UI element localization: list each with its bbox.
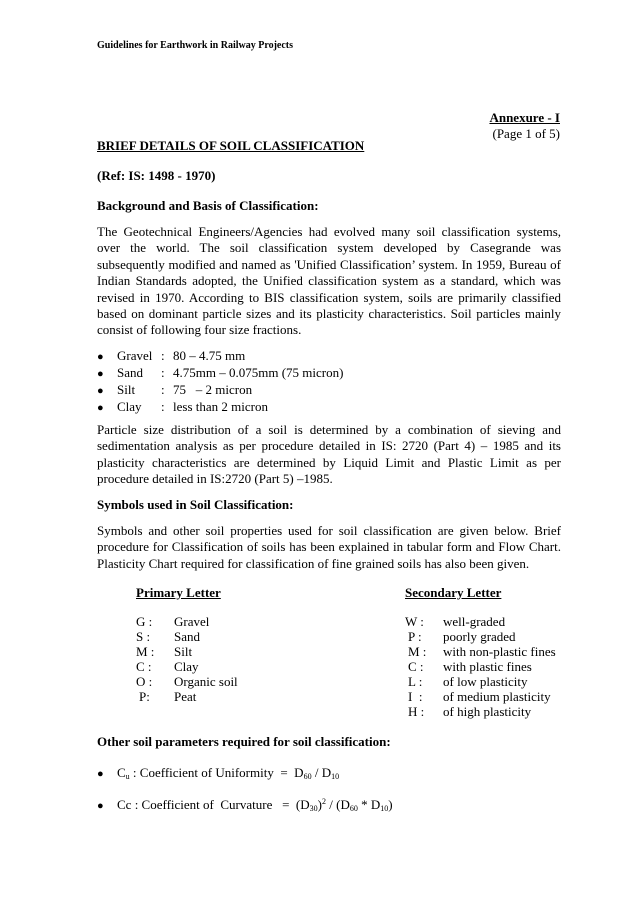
bullet-icon: ● [97,800,104,812]
reference: (Ref: IS: 1498 - 1970) [97,168,216,183]
primary-symbol: S : [136,629,151,644]
primary-desc: Silt [174,644,193,659]
annexure-page: (Page 1 of 5) [492,126,560,141]
secondary-letter-row [408,629,516,644]
secondary-desc: with plastic fines [443,659,532,674]
annexure-block [489,110,560,142]
d10-sub: 10 [380,804,389,813]
background-heading: Background and Basis of Classification: [97,198,319,213]
fraction-range: 4.75mm – 0.075mm (75 micron) [173,365,344,380]
secondary-letter-row [408,704,531,719]
bullet-icon: ● [97,402,104,414]
annexure-title: Annexure - I [489,110,560,125]
primary-letter-row [136,659,199,674]
primary-desc: Sand [174,629,200,644]
primary-symbol: C : [136,659,152,674]
page-header: Guidelines for Earthwork in Railway Projects [97,40,294,51]
primary-desc: Clay [174,659,199,674]
cc-end: ) [388,797,393,812]
secondary-letter-row [405,614,505,629]
primary-desc: Organic soil [174,674,238,689]
primary-letter-row [139,689,196,704]
size-fractions-list [97,348,343,416]
primary-symbol: M : [136,644,155,659]
background-paragraph: The Geotechnical Engineers/Agencies had evolved many soil classification systems, over the world. The soil classification system developed by Casegrande was subsequently modified and named as 'Unified Classification’ system. In 1959, Bureau of Indian Standards adopted, the Unified classification system as a standard, which was revised in 1970. According to BIS classification system, soils are primarily classified based on dominant particle sizes and its plasticity characteristics. Soil particles mainly consist of following four size fractions. [97,224,561,338]
secondary-symbol: M : [408,644,427,659]
list-item [97,399,343,416]
list-item [97,382,343,399]
secondary-letter-row [408,659,532,674]
cu-label: : Coefficient of Uniformity = D [129,765,304,780]
cc-formula [97,797,393,814]
primary-letter-row [136,614,209,629]
fraction-sep: : [161,365,165,380]
secondary-symbol: P : [408,629,422,644]
cu-formula [97,765,339,782]
fraction-range: less than 2 micron [173,399,268,414]
secondary-desc: of high plasticity [443,704,532,719]
other-params-heading: Other soil parameters required for soil classification: [97,734,391,749]
secondary-symbol: L : [408,674,423,689]
cc-star: * D [357,797,381,812]
fraction-sep: : [161,348,165,363]
d30-sub: 30 [309,804,318,813]
secondary-symbol: C : [408,659,424,674]
secondary-letter-row [408,689,551,704]
primary-desc: Peat [174,689,197,704]
secondary-desc: of medium plasticity [443,689,551,704]
cc-label: Cc : Coefficient of Curvature = (D [117,797,310,812]
cu-slash: / D [311,765,332,780]
bullet-icon: ● [97,351,104,363]
symbols-heading: Symbols used in Soil Classification: [97,497,294,512]
symbols-paragraph: Symbols and other soil properties used for soil classification are given below. Brief procedure for Classification of soils has been explained in tabular form and Flow Chart. Plasticity Chart required for classification of fine grained soils has also been given. [97,523,561,571]
cu-sub: u [125,772,130,781]
secondary-desc: with non-plastic fines [443,644,556,659]
secondary-letter-row [408,674,528,689]
fraction-range: 80 – 4.75 mm [173,348,246,363]
bullet-icon: ● [97,368,104,380]
squared-sup: 2 [322,797,326,806]
fraction-name: Clay [117,399,142,414]
secondary-desc: poorly graded [443,629,516,644]
secondary-desc: of low plasticity [443,674,528,689]
fraction-sep: : [161,382,165,397]
list-item [97,365,343,382]
d60-sub: 60 [303,772,312,781]
bullet-icon: ● [97,385,104,397]
cu-symbol: C [117,765,126,780]
d60-sub: 60 [349,804,358,813]
fraction-name: Silt [117,382,136,397]
secondary-letter-row [408,644,556,659]
fraction-range: 75 – 2 micron [173,382,253,397]
primary-letter-row [136,674,238,689]
fraction-sep: : [161,399,165,414]
fraction-name: Sand [117,365,143,380]
primary-desc: Gravel [174,614,210,629]
cc-close: ) [317,797,322,812]
primary-letter-row [136,644,192,659]
primary-letter-row [136,629,200,644]
document-title: BRIEF DETAILS OF SOIL CLASSIFICATION [97,138,365,153]
primary-letter-heading: Primary Letter [136,585,221,600]
secondary-symbol: W : [405,614,424,629]
secondary-symbol: H : [408,704,425,719]
psd-paragraph: Particle size distribution of a soil is determined by a combination of sieving and sedimentation analysis as per procedure detailed in IS: 2720 (Part 4) – 1985 and its plasticity characteristics are determined by Liquid Limit and Plastic Limit as per procedure detailed in IS:2720 (Part 5) –1985. [97,422,561,487]
primary-symbol: P: [139,689,150,704]
cc-mid: / (D [326,797,350,812]
bullet-icon: ● [97,768,104,780]
list-item [97,348,343,365]
secondary-letter-heading: Secondary Letter [405,585,502,600]
primary-symbol: O : [136,674,153,689]
primary-symbol: G : [136,614,153,629]
d10-sub: 10 [331,772,340,781]
secondary-symbol: I : [408,689,423,704]
secondary-desc: well-graded [443,614,506,629]
fraction-name: Gravel [117,348,153,363]
